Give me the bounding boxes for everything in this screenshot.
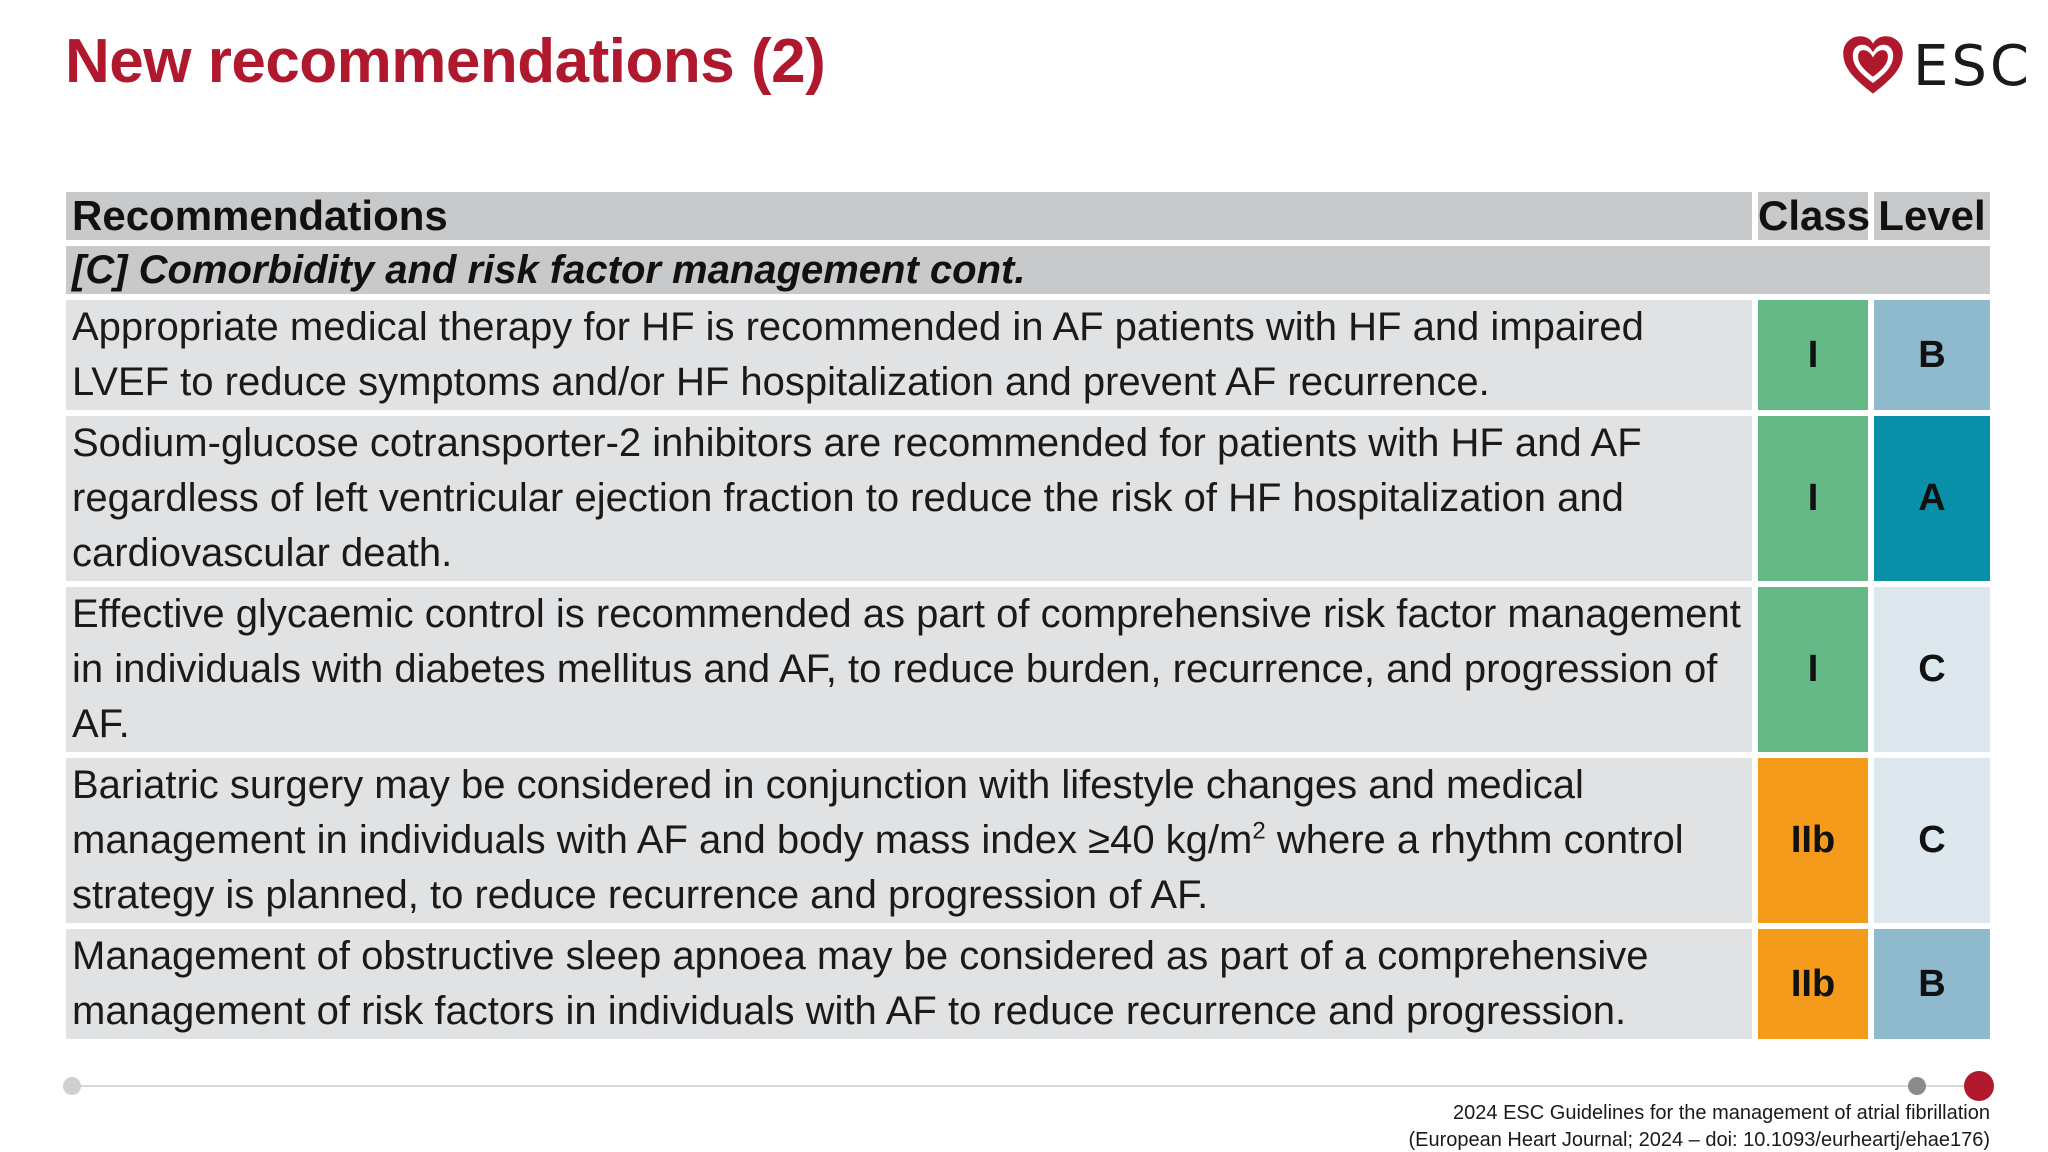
esc-logo bbox=[1839, 32, 2032, 100]
progress-current-dot bbox=[1964, 1071, 1994, 1101]
citation bbox=[1408, 1100, 1990, 1152]
logo-text: ESC bbox=[1912, 33, 2032, 99]
class-badge: I bbox=[1758, 587, 1868, 752]
table-row bbox=[66, 587, 1990, 752]
citation-line-1: 2024 ESC Guidelines for the management of atrial fibrillation bbox=[1453, 1102, 1990, 1124]
table-header-row bbox=[66, 192, 1990, 240]
table-row bbox=[66, 929, 1990, 1039]
section-title: [C] Comorbidity and risk factor management cont. bbox=[66, 246, 1990, 294]
class-badge: I bbox=[1758, 300, 1868, 410]
header-recommendations: Recommendations bbox=[66, 192, 1752, 240]
table-row bbox=[66, 416, 1990, 581]
class-badge: IIb bbox=[1758, 929, 1868, 1039]
citation-line-2: (European Heart Journal; 2024 – doi: 10.1093/eurheartj/ehae176) bbox=[1408, 1129, 1990, 1151]
progress-start-dot bbox=[63, 1077, 81, 1095]
header-class: Class bbox=[1758, 192, 1871, 239]
table-row bbox=[66, 300, 1990, 410]
superscript: 2 bbox=[1252, 817, 1266, 845]
recommendation-text: Sodium-glucose cotransporter-2 inhibitors are recommended for patients with HF and AF regardless of left ventricular ejection fraction to reduce the risk of HF hospitalization and cardiovascular death. bbox=[66, 416, 1752, 581]
recommendations-table bbox=[60, 186, 1996, 1045]
progress-line bbox=[70, 1085, 1980, 1087]
recommendation-text-part: where a rhythm control strategy is planned, to reduce recurrence and progression of AF. bbox=[72, 818, 1684, 917]
recommendation-text bbox=[66, 758, 1752, 923]
level-badge: B bbox=[1874, 929, 1990, 1039]
progress-prev-dot bbox=[1908, 1077, 1926, 1095]
header-level: Level bbox=[1874, 192, 1990, 240]
class-badge: IIb bbox=[1758, 758, 1868, 923]
level-badge: A bbox=[1874, 416, 1990, 581]
level-badge: C bbox=[1874, 587, 1990, 752]
table-row bbox=[66, 758, 1990, 923]
recommendation-text: Effective glycaemic control is recommended as part of comprehensive risk factor management in individuals with diabetes mellitus and AF, to reduce burden, recurrence, and progression of AF. bbox=[66, 587, 1752, 752]
level-badge: B bbox=[1874, 300, 1990, 410]
class-badge: I bbox=[1758, 416, 1868, 581]
level-badge: C bbox=[1874, 758, 1990, 923]
recommendation-text: Appropriate medical therapy for HF is recommended in AF patients with HF and impaired LVEF to reduce symptoms and/or HF hospitalization and prevent AF recurrence. bbox=[66, 300, 1752, 410]
recommendation-text: Management of obstructive sleep apnoea may be considered as part of a comprehensive management of risk factors in individuals with AF to reduce recurrence and progression. bbox=[66, 929, 1752, 1039]
section-row bbox=[66, 246, 1990, 294]
page-title: New recommendations (2) bbox=[65, 27, 826, 96]
recommendation-text-part: Bariatric surgery may be considered in conjunction with lifestyle changes and medical management in individuals with AF and body mass index ≥40 kg/m bbox=[72, 763, 1584, 862]
heart-logo-icon bbox=[1839, 32, 1907, 100]
